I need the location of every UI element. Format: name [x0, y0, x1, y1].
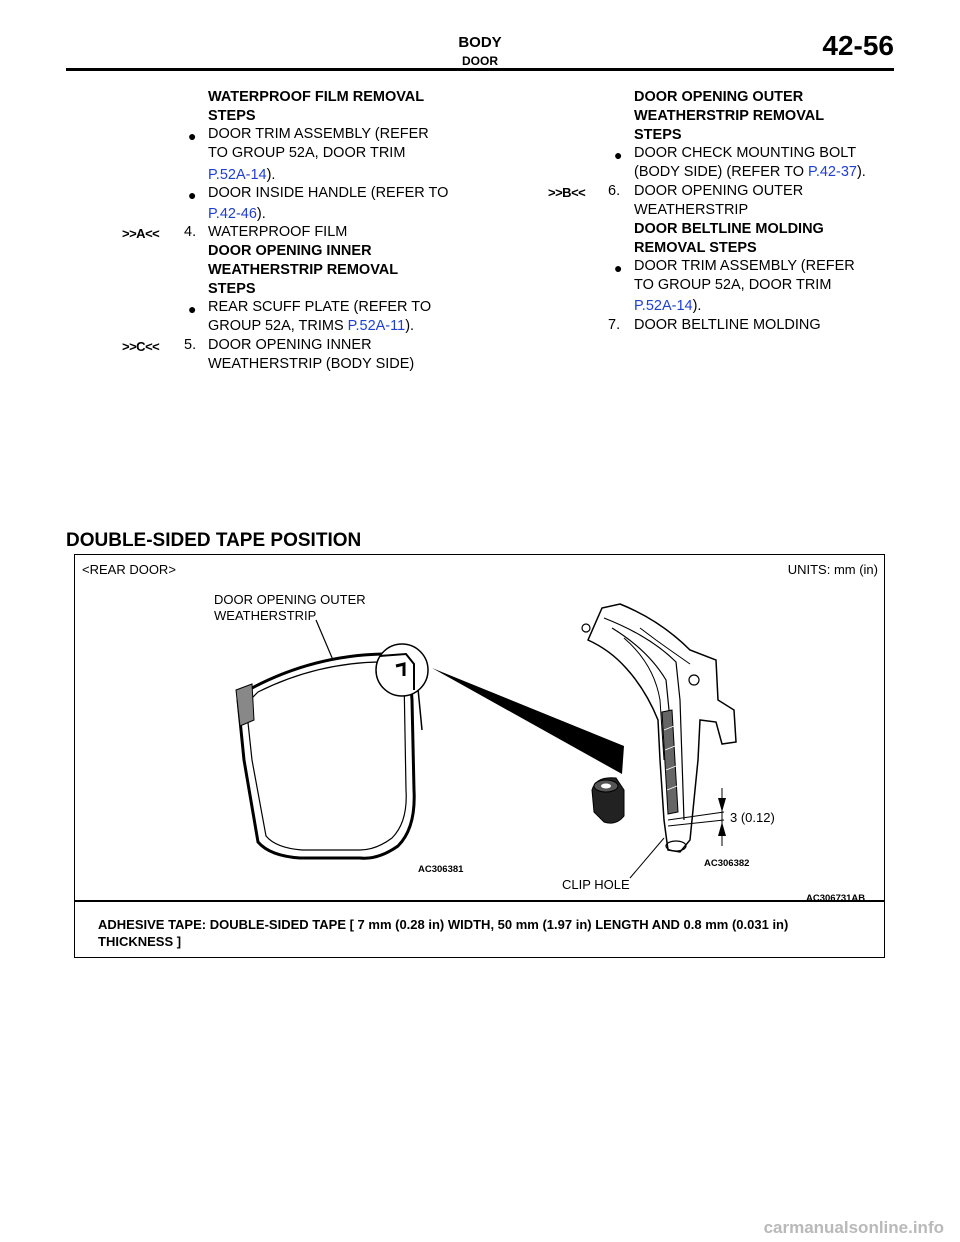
adhesive-tape-note: ADHESIVE TAPE: DOUBLE-SIDED TAPE [ 7 mm (0.28 in) WIDTH, 50 mm (1.97 in) LENGTH AND 0.8 mm (0.031 in) THICKNESS ] — [98, 917, 789, 949]
section-title: DOUBLE-SIDED TAPE POSITION — [66, 530, 362, 551]
step-number: 5. — [184, 337, 197, 353]
left-bullet2-line1: DOOR INSIDE HANDLE (REFER TO — [208, 185, 449, 201]
right-bullet1-line2: (BODY SIDE) (REFER TO P.42-37). — [634, 164, 866, 180]
step-marker-a: >>A<< — [122, 226, 160, 241]
right-heading1-line1: DOOR OPENING OUTER — [634, 89, 804, 105]
right-bullet1-line1: DOOR CHECK MOUNTING BOLT — [634, 145, 857, 161]
right-item6-line2: WEATHERSTRIP — [634, 202, 749, 218]
section-header-title: BODY — [458, 34, 502, 51]
step-number: 4. — [184, 224, 197, 240]
bullet-icon: ● — [188, 301, 197, 317]
right-item6-line1: DOOR OPENING OUTER — [634, 183, 804, 199]
clip-hole-label: CLIP HOLE — [562, 877, 630, 892]
bullet-icon: ● — [188, 187, 197, 203]
left-item5-line2: WEATHERSTRIP (BODY SIDE) — [208, 356, 415, 372]
page-number: 42-56 — [822, 30, 894, 61]
left-heading2-line2: WEATHERSTRIP REMOVAL — [208, 262, 399, 278]
left-heading1-line1: WATERPROOF FILM REMOVAL — [208, 89, 425, 105]
left-bullet2-line2: P.42-46). — [208, 206, 266, 222]
figure-rear-door-label: <REAR DOOR> — [82, 562, 176, 577]
ref-link[interactable]: P.52A-11 — [347, 318, 406, 334]
left-bullet3-line1: REAR SCUFF PLATE (REFER TO — [208, 299, 432, 315]
step-number: 7. — [608, 317, 621, 333]
bullet-icon: ● — [614, 260, 623, 276]
right-heading2-line1: DOOR BELTLINE MOLDING — [634, 221, 824, 237]
figure-units-label: UNITS: mm (in) — [787, 562, 878, 577]
dimension-label: 3 (0.12) — [730, 810, 775, 825]
ref-link[interactable]: P.42-46 — [208, 206, 257, 222]
figure-code-main: AC306731AB — [806, 893, 866, 904]
left-heading2-line1: DOOR OPENING INNER — [208, 243, 372, 259]
left-bullet1-line3: P.52A-14). — [208, 167, 276, 183]
left-item4-text: WATERPROOF FILM — [208, 224, 348, 240]
bullet-icon: ● — [188, 128, 197, 144]
left-heading2-line3: STEPS — [208, 281, 256, 297]
right-heading1-line2: WEATHERSTRIP REMOVAL — [634, 108, 825, 124]
figure-code-right: AC306382 — [704, 858, 750, 869]
step-marker-b: >>B<< — [548, 185, 586, 200]
right-heading1-line3: STEPS — [634, 127, 682, 143]
left-bullet1-line1: DOOR TRIM ASSEMBLY (REFER — [208, 126, 429, 142]
right-bullet2-line1: DOOR TRIM ASSEMBLY (REFER — [634, 258, 855, 274]
site-watermark[interactable]: carmanualsonline.info — [763, 1218, 944, 1237]
step-number: 6. — [608, 183, 621, 199]
section-header-subtitle: DOOR — [462, 54, 498, 68]
callout-outer-line1: DOOR OPENING OUTER — [214, 592, 366, 607]
step-marker-c: >>C<< — [122, 339, 160, 354]
left-bullet3-line2: GROUP 52A, TRIMS P.52A-11). — [208, 318, 415, 334]
left-item5-line1: DOOR OPENING INNER — [208, 337, 372, 353]
right-item7-text: DOOR BELTLINE MOLDING — [634, 317, 821, 333]
ref-link[interactable]: P.52A-14 — [208, 167, 267, 183]
right-bullet2-line2: TO GROUP 52A, DOOR TRIM — [634, 277, 832, 293]
right-heading2-line2: REMOVAL STEPS — [634, 240, 757, 256]
left-bullet1-line2: TO GROUP 52A, DOOR TRIM — [208, 145, 406, 161]
ref-link[interactable]: P.42-37 — [808, 164, 857, 180]
ref-link[interactable]: P.52A-14 — [634, 298, 693, 314]
figure-code-left: AC306381 — [418, 864, 464, 875]
left-heading1-line2: STEPS — [208, 108, 256, 124]
callout-outer-line2: WEATHERSTRIP — [214, 608, 317, 623]
right-bullet2-line3: P.52A-14). — [634, 298, 702, 314]
bullet-icon: ● — [614, 147, 623, 163]
